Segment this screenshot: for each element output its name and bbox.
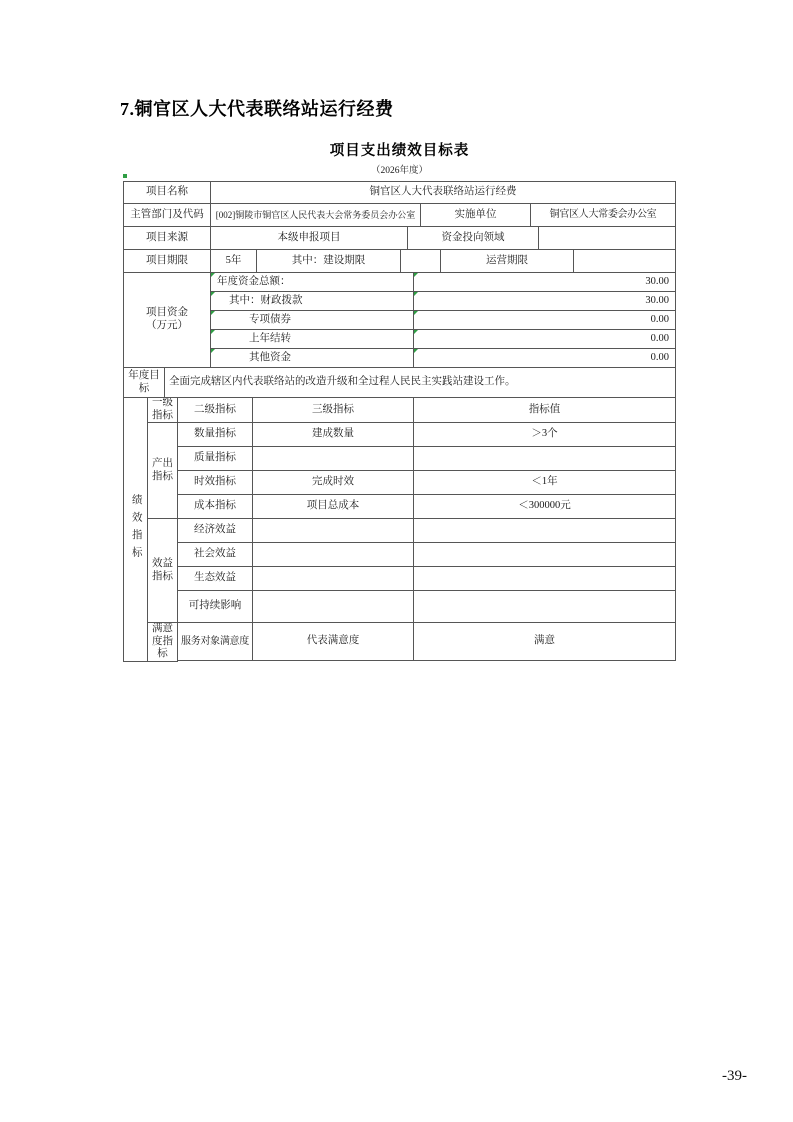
funds-row [211, 349, 676, 368]
indicator-l3 [253, 519, 414, 543]
performance-section [124, 398, 676, 662]
indicator-l2: 时效指标 [178, 471, 253, 495]
funds-item-label: 上年结转 [211, 330, 414, 349]
indicator-value: 满意 [414, 623, 676, 661]
indicator-l2: 可持续影响 [178, 591, 253, 623]
indicator-value [414, 519, 676, 543]
header-level2: 二级指标 [178, 398, 253, 423]
funds-row [211, 273, 676, 292]
group-satisfaction [148, 623, 676, 662]
annual-goal-row [124, 368, 676, 398]
indicator-l3 [253, 567, 414, 591]
header-level1: 一级指标 [148, 398, 178, 423]
table-body [123, 181, 676, 662]
indicator-value: ＜1年 [414, 471, 676, 495]
group-label: 满意度指标 [148, 623, 178, 662]
table-title: 项目支出绩效目标表 [329, 143, 470, 159]
indicator-l3: 建成数量 [253, 423, 414, 447]
indicator-row [178, 567, 676, 591]
indicator-row [178, 423, 676, 447]
row-department [124, 204, 676, 227]
indicator-l3: 代表满意度 [253, 623, 414, 661]
funds-item-label: 其他资金 [211, 349, 414, 368]
excel-artifact-mark [123, 174, 127, 178]
dept-value: [002]铜陵市铜官区人民代表大会常务委员会办公室 [211, 204, 421, 227]
funds-item-label: 专项债券 [211, 311, 414, 330]
funds-label-line2: （万元） [146, 320, 188, 331]
indicator-l2: 成本指标 [178, 495, 253, 519]
source-value: 本级申报项目 [211, 227, 408, 250]
funds-row [211, 330, 676, 349]
header-value: 指标值 [414, 398, 676, 423]
period-label: 项目期限 [124, 250, 211, 273]
row-project-name [124, 182, 676, 204]
performance-side-label: 绩效指标 [124, 398, 148, 662]
indicator-row [178, 543, 676, 567]
funds-item-value: 30.00 [414, 273, 676, 292]
indicator-l3 [253, 447, 414, 471]
operate-period-label: 运营期限 [441, 250, 574, 273]
indicator-l3: 完成时效 [253, 471, 414, 495]
dept-label: 主管部门及代码 [124, 204, 211, 227]
indicator-value [414, 543, 676, 567]
funds-rows [211, 273, 676, 368]
funds-item-value: 0.00 [414, 330, 676, 349]
document-heading: 7.铜官区人大代表联络站运行经费 [120, 99, 394, 119]
group-output [148, 423, 676, 519]
invest-label: 资金投向领域 [408, 227, 539, 250]
annual-goal-value: 全面完成辖区内代表联络站的改造升级和全过程人民民主实践站建设工作。 [165, 368, 676, 398]
table-year [123, 163, 676, 181]
funds-item-label: 其中：财政拨款 [211, 292, 414, 311]
indicator-l2: 质量指标 [178, 447, 253, 471]
group-label: 产出指标 [148, 423, 178, 519]
group-benefit [148, 519, 676, 623]
indicator-l3 [253, 591, 414, 623]
table-year-text: （2026年度） [370, 166, 428, 176]
row-source [124, 227, 676, 250]
funds-label [124, 273, 211, 368]
build-period-label: 其中：建设期限 [257, 250, 401, 273]
project-name-value: 铜官区人大代表联络站运行经费 [211, 182, 676, 204]
period-value: 5年 [211, 250, 257, 273]
indicator-row [178, 591, 676, 623]
indicator-value: ＞3个 [414, 423, 676, 447]
indicator-l2: 生态效益 [178, 567, 253, 591]
page-number: -39- [722, 1068, 747, 1084]
annual-goal-label: 年度目标 [124, 368, 165, 398]
indicator-header-row [148, 398, 676, 423]
indicator-row [178, 447, 676, 471]
indicator-l3: 项目总成本 [253, 495, 414, 519]
header-level3: 三级指标 [253, 398, 414, 423]
funds-label-line1: 项目资金 [146, 307, 188, 319]
indicator-value [414, 567, 676, 591]
funds-item-value: 0.00 [414, 311, 676, 330]
funds-row [211, 311, 676, 330]
indicator-l2: 服务对象满意度 [178, 623, 253, 661]
performance-target-table [123, 140, 676, 662]
funds-section [124, 273, 676, 368]
funds-row [211, 292, 676, 311]
impl-label: 实施单位 [421, 204, 531, 227]
indicator-value: ＜300000元 [414, 495, 676, 519]
project-name-label: 项目名称 [124, 182, 211, 204]
indicator-value [414, 447, 676, 471]
group-label: 效益指标 [148, 519, 178, 623]
indicator-l2: 社会效益 [178, 543, 253, 567]
funds-item-value: 30.00 [414, 292, 676, 311]
indicator-l3 [253, 543, 414, 567]
invest-value [539, 227, 676, 250]
row-period [124, 250, 676, 273]
indicator-row [178, 495, 676, 519]
source-label: 项目来源 [124, 227, 211, 250]
operate-period-value [574, 250, 676, 273]
funds-item-label: 年度资金总额： [211, 273, 414, 292]
impl-value: 铜官区人大常委会办公室 [531, 204, 676, 227]
performance-grid [148, 398, 676, 662]
indicator-row [178, 519, 676, 543]
indicator-row [178, 471, 676, 495]
indicator-value [414, 591, 676, 623]
build-period-value [401, 250, 441, 273]
funds-item-value: 0.00 [414, 349, 676, 368]
indicator-row [178, 623, 676, 661]
indicator-l2: 经济效益 [178, 519, 253, 543]
indicator-l2: 数量指标 [178, 423, 253, 447]
